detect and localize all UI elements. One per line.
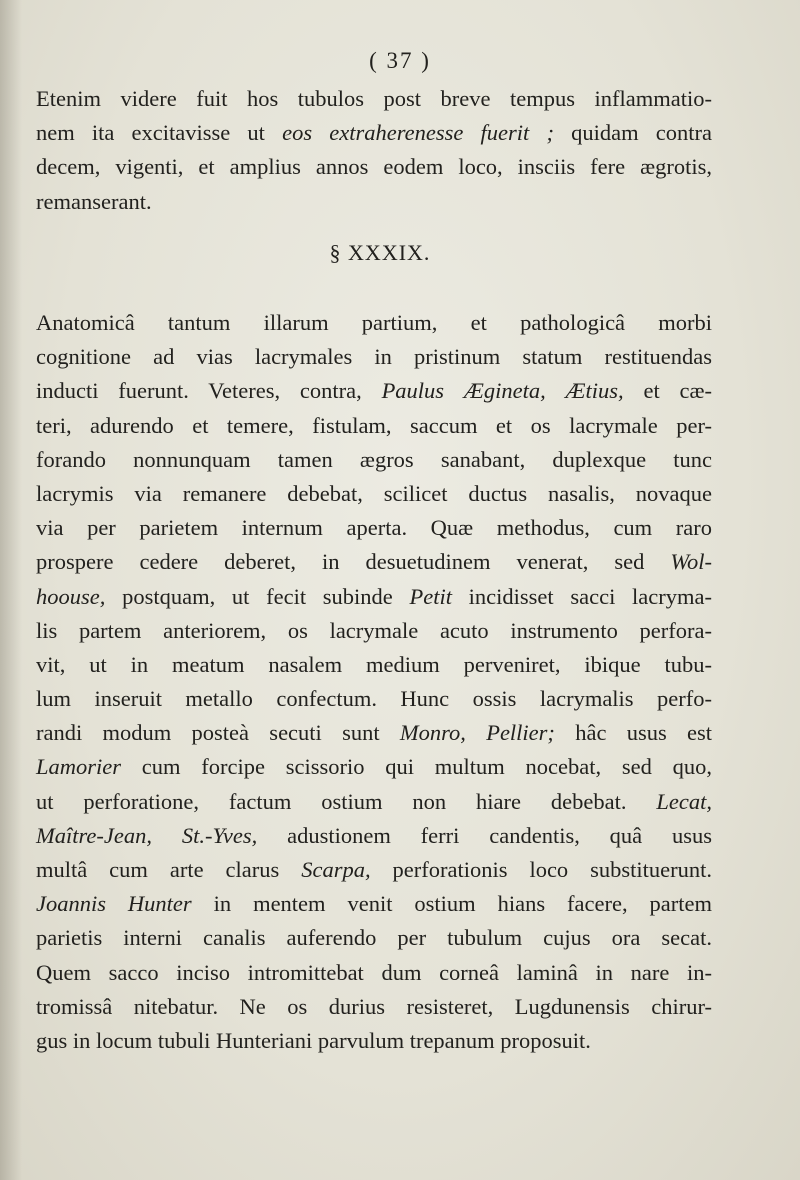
text-line: Etenim videre fuit hos tubulos post breve tempus inflammatio- [36, 86, 712, 111]
text-line: lacrymis via remanere debebat, scilicet ductus nasalis, novaque [36, 480, 712, 506]
name-petit: Petit [409, 583, 452, 609]
text-line: Joannis Hunter in mentem venit ostium hians facere, partem [36, 891, 712, 917]
text-line: inducti fuerunt. Veteres, contra, Paulus Ægineta, Ætius, et cæ- [36, 378, 712, 404]
text-line: multâ cum arte clarus Scarpa, perforationis loco substituerunt. [36, 857, 713, 882]
text-segment: postquam, ut fecit subinde [105, 583, 410, 609]
text-line: randi modum posteà secuti sunt Monro, Pellier; hâc usus est [36, 720, 713, 746]
text-line: vit, ut in meatum nasalem medium perveniret, ibique tubu- [36, 651, 712, 677]
text-line: remanserant. [36, 188, 152, 214]
text-line: decem, vigenti, et amplius annos eodem loco, insciis fere ægrotis, [36, 154, 712, 180]
text-line: Maître-Jean, St.-Yves, adustionem ferri candentis, quâ usus [36, 822, 712, 848]
text-line: nem ita excitavisse ut eos extraherenesse fuerit ; quidam contra [36, 120, 712, 146]
text-line: gus in locum tubuli Hunteriani parvulum trepanum proposuit. [36, 1027, 591, 1053]
text-line: cognitione ad vias lacrymales in pristinum statum restituendas [36, 344, 712, 370]
text-line: lis partem anteriorem, os lacrymale acuto instrumento perfora- [36, 617, 712, 643]
section-heading: § XXXIX. [329, 240, 431, 265]
text-line: ut perforatione, factum ostium non hiare debebat. Lecat, [36, 788, 712, 814]
text-line: teri, adurendo et temere, fistulam, saccum et os lacrymale per- [36, 412, 712, 438]
text-segment: incidisset sacci lacryma- [451, 583, 712, 609]
page-number: ( 37 ) [369, 48, 431, 73]
paragraph-2 [36, 306, 712, 1058]
text-line: parietis interni canalis auferendo per tubulum cujus ora secat. [36, 925, 712, 951]
text-line: Anatomicâ tantum illarum partium, et pathologicâ morbi [36, 310, 712, 335]
text-line: prospere cedere deberet, in desuetudinem venerat, sed Wol- [36, 549, 712, 575]
text-line: lum inseruit metallo confectum. Hunc ossis lacrymalis perfo- [36, 686, 712, 712]
text-line: forando nonnunquam tamen ægros sanabant, duplexque tunc [36, 446, 712, 472]
text-line: hoouse, postquam, ut fecit subinde Petit incidisset sacci lacryma- [36, 583, 712, 609]
text-line: Quem sacco inciso intromittebat dum corneâ laminâ in nare in- [36, 959, 712, 985]
text-line: tromissâ nitebatur. Ne os durius resisteret, Lugdunensis chirur- [36, 993, 712, 1019]
text-line: via per parietem internum aperta. Quæ methodus, cum raro [36, 515, 712, 541]
page-edge-shadow [0, 0, 22, 1180]
paragraph-1 [36, 82, 712, 219]
text-line: Lamorier cum forcipe scissorio qui multum nocebat, sed quo, [36, 754, 712, 780]
